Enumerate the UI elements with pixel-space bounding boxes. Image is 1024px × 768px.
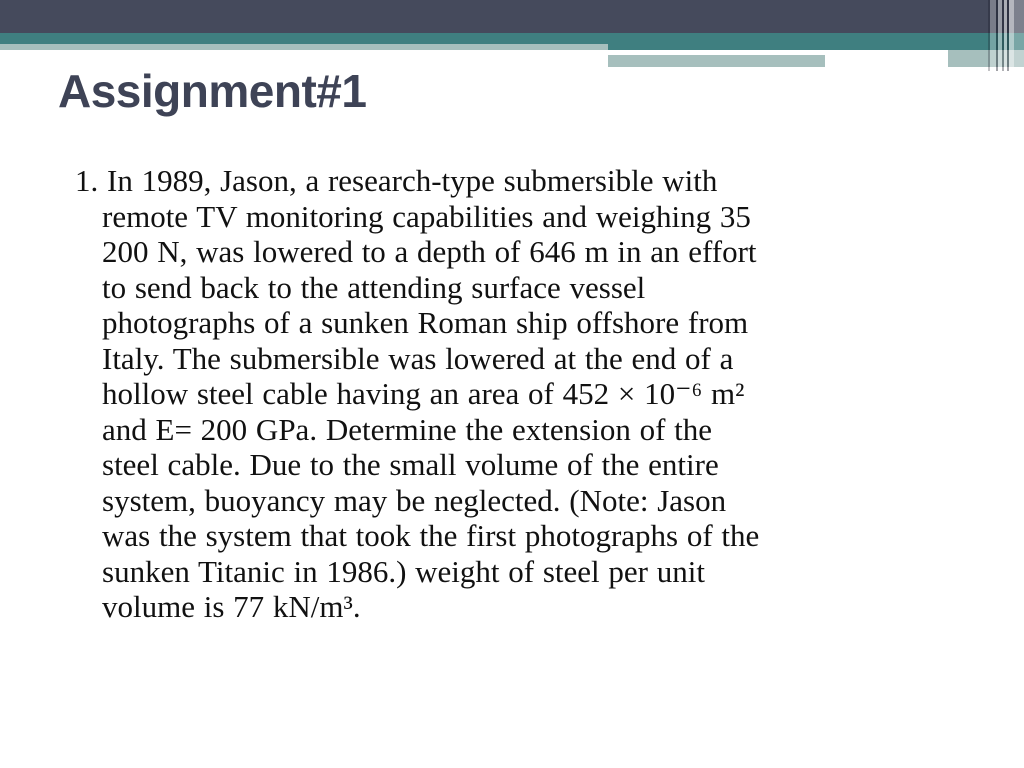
header-band-teal [0, 33, 1024, 44]
header-band-sage-left [0, 44, 608, 50]
body-text-line: Italy. The submersible was lowered at the end of a [102, 340, 734, 376]
header-band-sage-mid [608, 55, 825, 67]
body-text-line: and E= 200 GPa. Determine the extension of the [102, 411, 713, 447]
body-text-line: 1. In 1989, Jason, a research-type submersible with [75, 163, 718, 198]
body-text-line: volume is 77 kN/m³. [102, 589, 361, 624]
header-band-navy [0, 0, 1024, 33]
body-text-line: photographs of a sunken Roman ship offshore from [102, 305, 749, 340]
problem-statement [75, 163, 975, 625]
body-text-line: sunken Titanic in 1986.) weight of steel per unit [102, 553, 705, 589]
body-text-line: system, buoyancy may be neglected. (Note: Jason [102, 482, 727, 518]
body-text-line: to send back to the attending surface vessel [102, 269, 646, 305]
body-text-line: steel cable. Due to the small volume of the entire [102, 447, 719, 482]
slide-title: Assignment#1 [58, 65, 367, 117]
body-text-line: was the system that took the first photographs of the [102, 518, 760, 553]
body-text-line: hollow steel cable having an area of 452 × 10⁻⁶ m² [102, 376, 745, 411]
corner-pinstripes-decoration [988, 0, 1024, 71]
body-text-line: 200 N, was lowered to a depth of 646 m in an effort [102, 234, 757, 269]
body-text-line: remote TV monitoring capabilities and weighing 35 [102, 198, 751, 234]
